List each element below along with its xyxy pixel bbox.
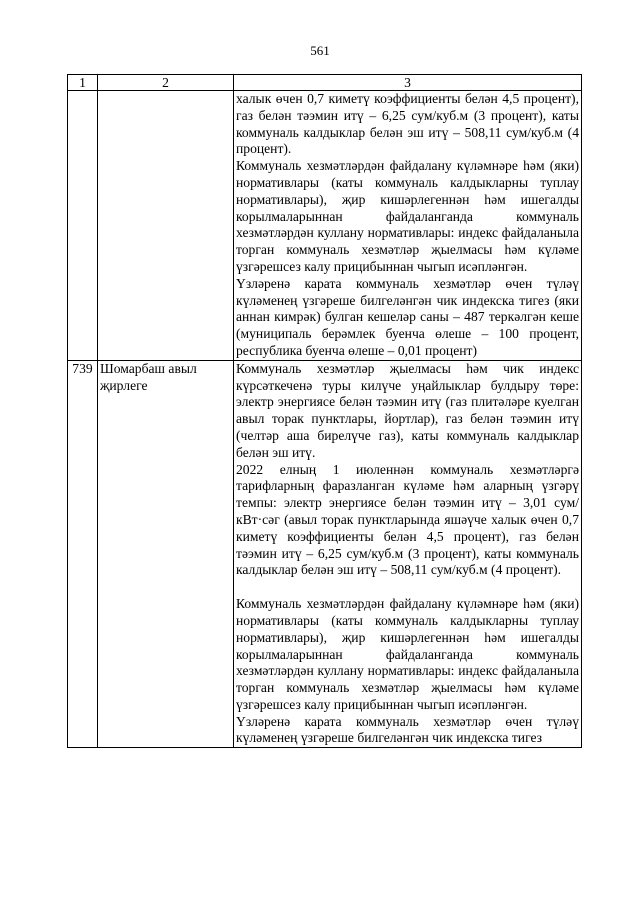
paragraph: Коммуналь хезмәтләрдән файдалану күләмнәре һәм (яки) нормативлары (каты коммуналь калдыкларны туплау нормативлары), җир кишәрлегеннән һәм ишегалды корылмаларыннан файдаланганда коммуналь хезмәтләрдән куллану нормативлары: индекс файдаланыла торган коммуналь хезмәтләр җыелмасы һәм күләме үзгәрешсез калу прицибыннан чыгып исәпләнгән. xyxy=(236,158,579,274)
table-row xyxy=(68,360,582,748)
paragraph: Үзләренә карата коммуналь хезмәтләр өчен түләү күләменең үзгәреше билгеләнгән чик индекска тигез xyxy=(236,713,579,746)
paragraph: Коммуналь хезмәтләр җыелмасы һәм чик индекс күрсәткеченә туры килүче уңайлыклар булдыру төре: электр энергиясе белән тәэмин итү (газ плитәләре куелган авыл торак пунктлары, йортлар), газ белән тәэмин итү (челтәр аша бирелүче газ), каты коммуналь калдыклар белән эш итү. xyxy=(236,360,579,460)
header-col-1: 1 xyxy=(68,75,98,91)
description-cell xyxy=(234,360,582,748)
blank-line xyxy=(236,579,579,596)
description-cell xyxy=(234,91,582,361)
paragraph: 2022 елның 1 июленнән коммуналь хезмәтләргә тарифларның фаразланган күләме һәм аларның үзгәрү темпы: электр энергиясе белән тәэмин итү – 3,01 сум/кВт·сәг (авыл торак пунктларында яшәүче халык өчен 0,7 киметү коэффициенты белән 4,5 процент), газ белән тәэмин итү – 6,25 сум/куб.м (3 процент), каты коммуналь калдыклар белән эш итү – 508,11 сум/куб.м (4 процент). xyxy=(236,461,579,578)
settlement-name-cell xyxy=(98,91,234,361)
paragraph: халык өчен 0,7 киметү коэффициенты белән 4,5 процент), газ белән тәэмин итү – 6,25 сум/куб.м (3 процент), каты коммуналь калдыклар белән эш итү – 508,11 сум/куб.м (4 процент). xyxy=(236,91,579,157)
row-number-cell: 739 xyxy=(68,360,98,748)
table-row xyxy=(68,91,582,361)
row-number-cell xyxy=(68,91,98,361)
page-number: 561 xyxy=(310,43,330,58)
header-col-2: 2 xyxy=(98,75,234,91)
paragraph: Коммуналь хезмәтләрдән файдалану күләмнәре һәм (яки) нормативлары (каты коммуналь калдыкларны туплау нормативлары), җир кишәрлегеннән һәм ишегалды корылмаларыннан файдаланганда коммуналь хезмәтләрдән куллану нормативлары: индекс файдаланыла торган коммуналь хезмәтләр җыелмасы һәм күләме үзгәрешсез калу прицибыннан чыгып исәпләнгән. xyxy=(236,596,579,712)
header-col-3: 3 xyxy=(234,75,582,91)
tariff-table xyxy=(67,74,582,748)
table-header-row xyxy=(68,75,582,91)
settlement-name-cell: Шомарбаш авыл җирлеге xyxy=(98,360,234,748)
paragraph: Үзләренә карата коммуналь хезмәтләр өчен түләү күләменең үзгәреше билгеләнгән чик индекска тигез (яки аннан кимрәк) булган кешеләр саны – 487 теркәлгән кеше (муниципаль берәмлек буенча өлеше – 100 процент, республика буенча өлеше – 0,01 процент) xyxy=(236,275,579,358)
